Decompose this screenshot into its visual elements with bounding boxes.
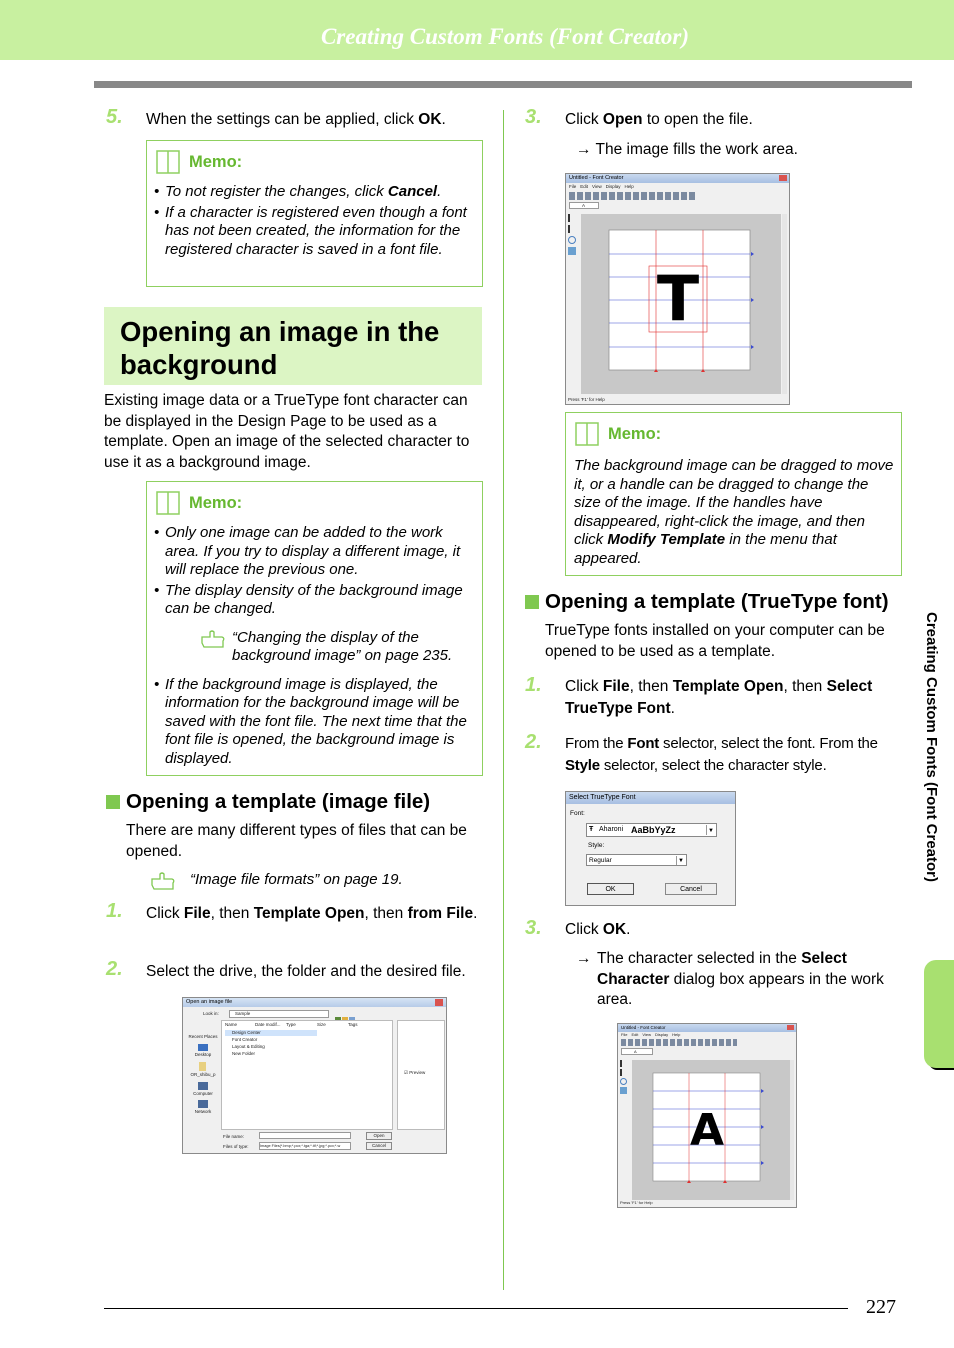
places-bar: Recent Places Desktop OR_shibu_p Computer Network bbox=[188, 1034, 218, 1114]
step-number: 3. bbox=[525, 917, 542, 939]
filename-input[interactable] bbox=[259, 1132, 351, 1139]
character-select[interactable]: A bbox=[569, 202, 599, 209]
step-number: 2. bbox=[106, 958, 123, 980]
hand-tool-icon[interactable] bbox=[620, 1087, 627, 1094]
side-chapter-label: Creating Custom Fonts (Font Creator) bbox=[923, 612, 940, 882]
window-titlebar: Untitled - Font Creator bbox=[618, 1024, 796, 1032]
step-text: Click File, then Template Open, then Select TrueType Font. bbox=[565, 678, 873, 717]
close-icon[interactable] bbox=[787, 1025, 794, 1030]
tool-palette bbox=[568, 214, 578, 264]
character-select[interactable]: A bbox=[621, 1048, 653, 1055]
work-area[interactable] bbox=[632, 1060, 790, 1200]
ok-button[interactable]: OK bbox=[587, 883, 634, 895]
heading-square-icon bbox=[106, 795, 120, 809]
truetype-icon: Ŧ bbox=[589, 826, 594, 833]
work-area[interactable] bbox=[581, 214, 781, 394]
step-text: When the settings can be applied, click OK. bbox=[146, 111, 446, 128]
open-button[interactable]: Open bbox=[366, 1132, 392, 1140]
step-text: Select the drive, the folder and the desired file. bbox=[146, 963, 466, 980]
header-rule bbox=[94, 81, 912, 88]
chevron-down-icon[interactable]: ▼ bbox=[676, 856, 685, 865]
heading-square-icon bbox=[525, 595, 539, 609]
vertical-scrollbar[interactable] bbox=[782, 214, 787, 394]
style-select[interactable]: Regular ▼ bbox=[586, 854, 687, 866]
chevron-down-icon[interactable]: ▼ bbox=[706, 825, 715, 835]
filetype-select[interactable]: Image Files(*.bmp;*.pcx;*.tga;*.tif;*.jpg;*.pcx;*.w bbox=[259, 1142, 351, 1150]
reference-link[interactable]: “Image file formats” on page 19. bbox=[190, 871, 403, 888]
intro-paragraph: Existing image data or a TrueType font character can be displayed in the Design Page to be used as a template. Open an image of the selected character to use it as a background image. bbox=[104, 392, 470, 471]
arrow-icon: → bbox=[576, 141, 592, 158]
network-icon bbox=[198, 1100, 208, 1108]
list-item[interactable]: New Folder bbox=[232, 1051, 256, 1056]
column-divider bbox=[503, 110, 504, 1290]
cancel-button[interactable]: Cancel bbox=[665, 883, 717, 895]
subsection-desc: There are many different types of files that can be opened. bbox=[126, 822, 467, 860]
step-number: 5. bbox=[106, 106, 123, 128]
memo-label: Memo: bbox=[608, 424, 662, 443]
close-icon[interactable] bbox=[779, 175, 787, 181]
cancel-button[interactable]: Cancel bbox=[366, 1142, 392, 1150]
status-bar: Press 'F1' for Help bbox=[620, 1200, 653, 1205]
memo-text: The background image can be dragged to move it, or a handle can be dragged to change the size of the image. If the handles have disappeared, right-click the image, and then click Modify Template in the menu that appeared. bbox=[574, 457, 894, 567]
zoom-icon[interactable] bbox=[568, 236, 576, 244]
memo-label: Memo: bbox=[189, 493, 243, 512]
memo-book-icon bbox=[155, 149, 181, 175]
reference-link[interactable]: “Changing the display of the background image” on page 235. bbox=[232, 628, 453, 664]
step-number: 2. bbox=[525, 731, 542, 753]
list-item[interactable]: Font Creator bbox=[232, 1037, 258, 1042]
memo-box bbox=[146, 140, 483, 287]
step-number: 3. bbox=[525, 106, 542, 128]
preview-checkbox[interactable]: ☑ Preview bbox=[404, 1070, 426, 1075]
reference bbox=[148, 871, 403, 893]
font-select[interactable]: Ŧ Aharoni AaBbYyZz ▼ bbox=[586, 823, 717, 837]
tool-palette bbox=[620, 1060, 630, 1104]
zoom-icon[interactable] bbox=[620, 1078, 627, 1085]
menu-bar: File Edit View Display Help bbox=[621, 1032, 681, 1037]
dialog-titlebar: Select TrueType Font bbox=[566, 792, 735, 804]
step-text: Click File, then Template Open, then from File. bbox=[146, 905, 478, 922]
point-tool-icon[interactable] bbox=[568, 225, 576, 233]
font-creator-screenshot bbox=[617, 1023, 797, 1208]
look-in-select[interactable]: Sample bbox=[229, 1010, 329, 1018]
window-titlebar: Untitled - Font Creator bbox=[566, 174, 789, 183]
dialog-titlebar: Open an image file bbox=[183, 998, 446, 1007]
point-tool-icon[interactable] bbox=[620, 1069, 627, 1076]
memo-label: Memo: bbox=[189, 152, 243, 171]
memo-book-icon bbox=[155, 490, 181, 516]
side-chapter-tab bbox=[924, 960, 954, 1068]
step-result: → The character selected in the Select Character dialog box appears in the work area. bbox=[576, 949, 906, 1011]
step-number: 1. bbox=[525, 674, 542, 696]
header-title: Creating Custom Fonts (Font Creator) bbox=[320, 24, 690, 49]
computer-icon bbox=[198, 1082, 208, 1090]
template-glyph[interactable]: T bbox=[656, 262, 700, 335]
arrow-icon: → bbox=[576, 950, 592, 967]
step-result: → The image fills the work area. bbox=[576, 141, 798, 158]
step-text: From the Font selector, select the font. From the Style selector, select the character style. bbox=[565, 735, 878, 774]
memo-book-icon bbox=[574, 421, 600, 447]
memo-text: • Only one image can be added to the work area. If you try to display a different image, it will replace the previous one. • The display density of the background image can be changed. “Changing the display of the background image” on page 235. • If the background image is displayed, the information for the background image will be saved with the font file. The next time that the font file is opened, the background image is displayed. bbox=[154, 524, 472, 768]
preview-pane bbox=[397, 1020, 445, 1130]
select-tool-icon[interactable] bbox=[620, 1060, 627, 1067]
page-number: 227 bbox=[866, 1296, 896, 1318]
memo-box bbox=[146, 481, 483, 776]
hand-tool-icon[interactable] bbox=[568, 247, 576, 255]
subsection-heading: Opening a template (image file) bbox=[106, 790, 430, 814]
toolbar[interactable] bbox=[621, 1039, 737, 1046]
select-truetype-dialog-screenshot: Select TrueType Font Font: Ŧ Aharoni AaBbYyZz ▼ Style: Regular ▼ OK Cancel bbox=[565, 791, 736, 906]
desktop-icon bbox=[198, 1044, 208, 1051]
subsection-desc: TrueType fonts installed on your computer can be opened to be used as a template. bbox=[545, 622, 885, 660]
open-image-dialog-screenshot: Open an image file Look in: Sample Recent Places Desktop OR_shibu_p Computer Network Name Date modif... Type Size Tags Design Center Font Creator Layout & Editing New Folder ☑ Preview File name: Files of type: Image Files(*.bmp;*.pcx;*.tga;*.tif;*.jpg;*.pcx;*.w Open Cancel bbox=[182, 997, 447, 1154]
menu-bar: File Edit View Display Help bbox=[569, 184, 634, 189]
status-bar: Press 'F1' for Help bbox=[568, 397, 605, 402]
template-glyph[interactable]: A bbox=[689, 1105, 725, 1156]
reference-hand-icon bbox=[198, 629, 232, 651]
reference-hand-icon bbox=[148, 871, 182, 893]
vertical-scrollbar[interactable] bbox=[790, 1060, 794, 1200]
step-number: 1. bbox=[106, 900, 123, 922]
font-creator-screenshot bbox=[565, 173, 790, 405]
footer-rule bbox=[104, 1308, 848, 1309]
section-heading bbox=[104, 307, 482, 385]
toolbar-icons bbox=[335, 1010, 365, 1018]
user-folder-icon bbox=[199, 1062, 206, 1071]
list-item[interactable]: Design Center bbox=[225, 1030, 317, 1036]
design-page bbox=[632, 1060, 790, 1200]
memo-text: • To not register the changes, click Cancel. • If a character is registered even though a font has not been created, the information for the registered character is saved in a font file. bbox=[154, 183, 467, 258]
design-page bbox=[581, 214, 781, 394]
memo-box bbox=[565, 412, 902, 576]
step-text: Click Open to open the file. bbox=[565, 111, 753, 128]
subsection-heading: Opening a template (TrueType font) bbox=[525, 590, 889, 614]
file-list[interactable]: Name Date modif... Type Size Tags Design Center Font Creator Layout & Editing New Folder bbox=[221, 1020, 393, 1130]
select-tool-icon[interactable] bbox=[568, 214, 576, 222]
step-text: Click OK. bbox=[565, 921, 631, 938]
close-icon[interactable] bbox=[435, 999, 443, 1006]
section-title: Opening an image in the background bbox=[120, 316, 440, 380]
list-item[interactable]: Layout & Editing bbox=[232, 1044, 265, 1049]
toolbar[interactable] bbox=[569, 192, 695, 200]
